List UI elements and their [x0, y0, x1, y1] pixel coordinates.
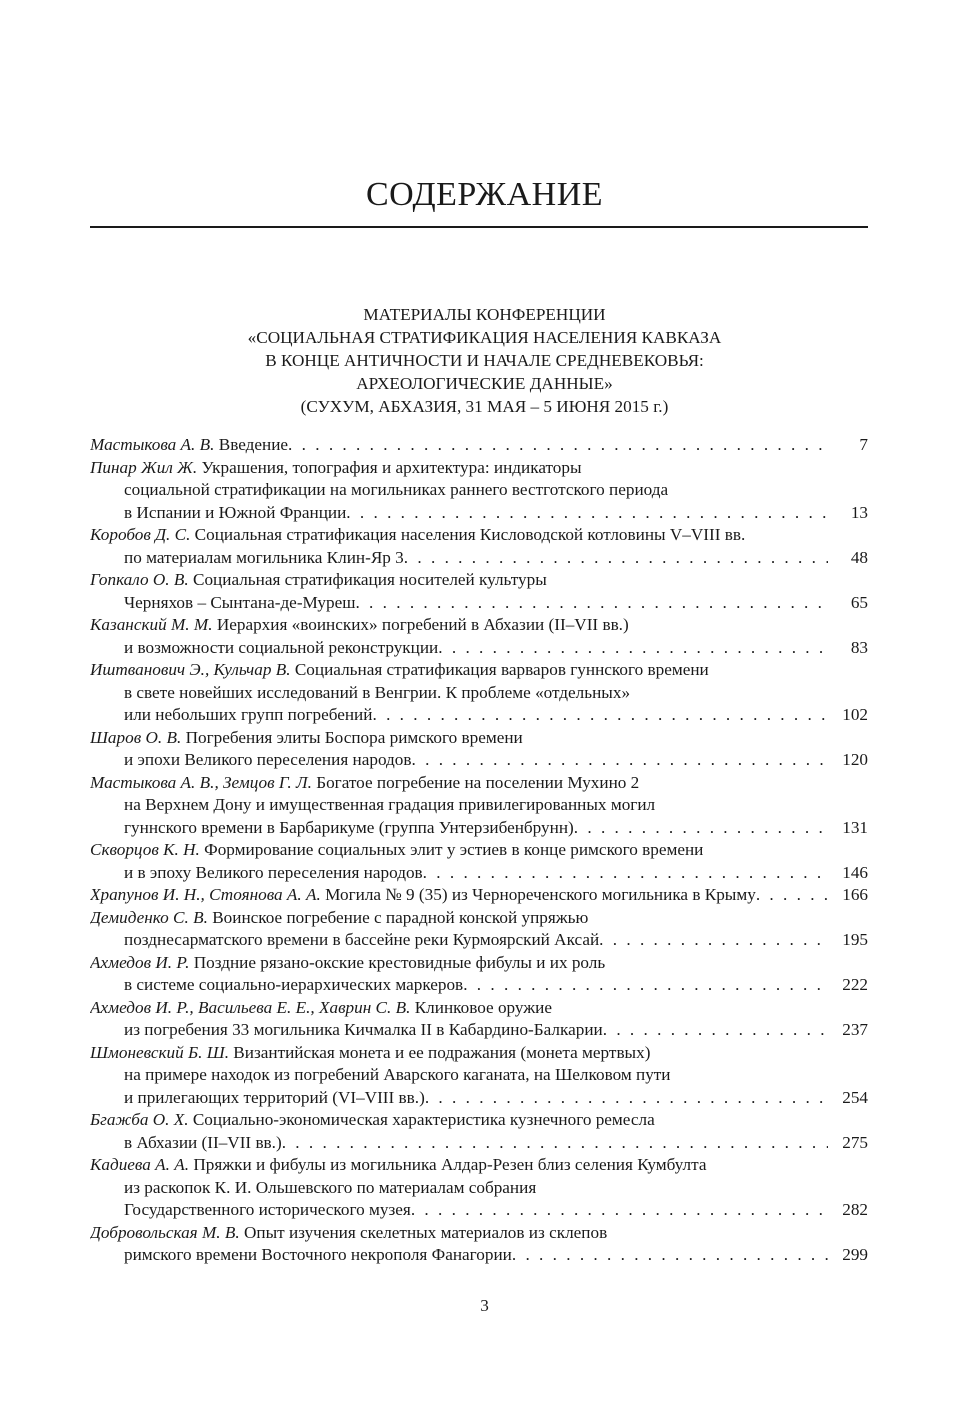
- section-heading: [0, 303, 969, 418]
- toc-line: [90, 547, 868, 570]
- toc-line: [90, 704, 868, 727]
- toc-line-text: [124, 704, 372, 727]
- toc-title-text: позднесарматского времени в бассейне реки Курмоярский Аксай: [124, 930, 600, 949]
- toc-entry: [90, 1154, 868, 1222]
- toc-title-text: Социально-экономическая характеристика кузнечного ремесла: [192, 1110, 655, 1129]
- toc-page-number: 282: [842, 1200, 868, 1219]
- toc-line-text: [124, 1065, 671, 1084]
- toc-leader-dots: [463, 974, 828, 997]
- toc-line: [90, 727, 868, 750]
- toc-line: [90, 907, 868, 930]
- toc-title-text: из погребения 33 могильника Кичмалка II в Кабардино-Балкарии: [124, 1020, 603, 1039]
- toc-page-number: 102: [842, 705, 868, 724]
- toc-line: [90, 974, 868, 997]
- toc-line: [90, 772, 868, 795]
- toc-line: [90, 884, 868, 907]
- toc-page-number: 7: [859, 435, 868, 454]
- toc-author: Иштванович Э., Кульчар В.: [90, 660, 291, 679]
- toc-leader-dots: [282, 1132, 828, 1155]
- toc-line: [90, 929, 868, 952]
- toc-line-text: [124, 1178, 536, 1197]
- toc-line-text: [90, 1043, 650, 1062]
- toc-page-number: 237: [842, 1020, 868, 1039]
- toc-line: [90, 839, 868, 862]
- toc-line-text: [124, 637, 438, 660]
- toc-line-text: [90, 728, 523, 747]
- toc-page-number: 65: [850, 592, 868, 612]
- toc-leader-dots: [423, 862, 828, 885]
- toc-line: [90, 794, 868, 817]
- toc-line-text: [90, 1110, 655, 1129]
- toc-line: [90, 614, 868, 637]
- toc-author: Ахмедов И. Р.: [90, 952, 190, 972]
- toc-author: Добровольская М. В.: [90, 1222, 240, 1242]
- toc-leader-dots: [425, 1087, 828, 1110]
- toc-page-number: 222: [842, 975, 868, 994]
- toc-author: Коробов Д. С.: [90, 525, 191, 544]
- toc-page-number: 166: [842, 885, 868, 904]
- toc-page-number: 83: [850, 637, 868, 657]
- toc-line-text: [90, 884, 756, 907]
- toc-leader-dots: [346, 502, 828, 525]
- toc-line: [90, 1199, 868, 1222]
- toc-title-text: Византийская монета и ее подражания (монета мертвых): [233, 1042, 651, 1062]
- toc-leader-dots: [438, 637, 828, 660]
- toc-title-text: Воинское погребение с парадной конской упряжью: [212, 907, 589, 927]
- toc-author: Шмоневский Б. Ш.: [90, 1042, 229, 1062]
- toc-leader-dots: [372, 704, 828, 727]
- toc-entry: [90, 659, 868, 727]
- toc-line: [90, 817, 868, 840]
- toc-line-text: [124, 592, 355, 615]
- toc-line: [90, 1042, 868, 1065]
- toc-line-text: [124, 1019, 603, 1042]
- toc-author: Мастыкова А. В., Земцов Г. Л.: [90, 772, 312, 792]
- toc-line-text: [124, 862, 423, 885]
- toc-page-number: 195: [842, 930, 868, 949]
- toc-page-number: 299: [842, 1245, 868, 1264]
- toc-author: Скворцов К. Н.: [90, 840, 200, 859]
- toc-author: Мастыкова А. В.: [90, 435, 215, 454]
- toc-author: Бгажба О. Х.: [90, 1110, 189, 1129]
- toc-line-text: [124, 480, 668, 499]
- toc-title-text: Могила № 9 (35) из Чернореченского могильника в Крыму: [325, 885, 756, 904]
- toc-author: Храпунов И. Н., Стоянова А. А.: [90, 885, 321, 904]
- toc-author: Гопкало О. В.: [90, 570, 189, 589]
- toc-line-text: [124, 502, 346, 525]
- toc-leader-dots: [574, 817, 828, 840]
- toc-entry: [90, 1222, 868, 1267]
- toc-title-text: в Испании и Южной Франции: [124, 502, 347, 522]
- toc-title-text: Социальная стратификация варваров гуннского времени: [294, 660, 709, 679]
- toc-title-text: Пряжки и фибулы из могильника Алдар-Резен близ селения Кумбулта: [193, 1155, 707, 1174]
- toc-entry: [90, 434, 868, 457]
- toc-line-text: [90, 570, 547, 589]
- toc-line-text: [124, 749, 412, 772]
- toc-line-text: [90, 1155, 706, 1174]
- toc-line: [90, 952, 868, 975]
- toc-title-text: Социальная стратификация населения Кисловодской котловины V–VIII вв.: [194, 525, 746, 544]
- toc-title-text: Государственного исторического музея: [124, 1200, 411, 1219]
- toc-line: [90, 682, 868, 705]
- toc-page-number: 120: [842, 750, 868, 769]
- section-heading-line: МАТЕРИАЛЫ КОНФЕРЕНЦИИ: [363, 305, 606, 324]
- toc-page-number: 275: [842, 1132, 868, 1152]
- toc-title-text: из раскопок К. И. Ольшевского по материалам собрания: [124, 1177, 537, 1197]
- toc-line: [90, 569, 868, 592]
- toc-line-text: [124, 1132, 282, 1155]
- toc-title-text: и возможности социальной реконструкции: [124, 637, 439, 657]
- toc-line: [90, 524, 868, 547]
- toc-line-text: [90, 953, 605, 972]
- toc-line: [90, 749, 868, 772]
- toc-line-text: [124, 1244, 512, 1267]
- toc-line-text: [124, 547, 404, 570]
- toc-title-text: в Абхазии (II–VII вв.): [124, 1132, 282, 1152]
- toc-line-text: [124, 795, 655, 814]
- toc-title-text: Украшения, топография и архитектура: индикаторы: [201, 457, 582, 477]
- toc-title-text: Формирование социальных элит у эстиев в конце римского времени: [204, 840, 704, 859]
- toc-line-text: [90, 998, 552, 1017]
- toc-author: Казанский М. М.: [90, 615, 213, 634]
- title-rule: [90, 226, 868, 228]
- toc-line: [90, 457, 868, 480]
- toc-entry: [90, 772, 868, 840]
- toc-line: [90, 502, 868, 525]
- toc-line: [90, 1154, 868, 1177]
- toc-line-text: [90, 458, 582, 477]
- toc-leader-dots: [355, 592, 828, 615]
- toc-leader-dots: [404, 547, 828, 570]
- toc-leader-dots: [756, 884, 828, 907]
- toc-line-text: [124, 1087, 425, 1110]
- toc-entry: [90, 457, 868, 525]
- toc-title-text: Клинковое оружие: [414, 997, 552, 1017]
- toc-entry: [90, 524, 868, 569]
- toc-line-text: [90, 660, 709, 679]
- page-title: СОДЕРЖАНИЕ: [365, 176, 604, 213]
- toc-line-text: [124, 1199, 411, 1222]
- toc-title-text: Введение: [218, 435, 289, 454]
- toc-line: [90, 659, 868, 682]
- toc-author: Кадиева А. А.: [90, 1155, 190, 1174]
- toc-leader-dots: [412, 749, 829, 772]
- toc-page-number: 48: [850, 547, 868, 567]
- toc-title-text: социальной стратификации на могильниках раннего вестготского периода: [124, 480, 669, 499]
- section-heading-line: (СУХУМ, АБХАЗИЯ, 31 МАЯ – 5 ИЮНЯ 2015 г.): [300, 397, 669, 416]
- toc-line: [90, 592, 868, 615]
- toc-title-text: и эпохи Великого переселения народов: [124, 750, 412, 769]
- toc-line-text: [90, 840, 703, 859]
- section-heading-line: АРХЕОЛОГИЧЕСКИЕ ДАННЫЕ»: [356, 374, 613, 393]
- toc-title-text: Черняхов – Сынтана-де-Муреш: [124, 592, 356, 612]
- toc-title-text: Социальная стратификация носителей культуры: [192, 570, 547, 589]
- toc-author: Пинар Жил Ж.: [90, 457, 198, 477]
- toc-line-text: [90, 615, 629, 634]
- toc-entry: [90, 727, 868, 772]
- toc-title-text: в системе социально-иерархических маркеров: [124, 975, 464, 994]
- section-heading-line: «СОЦИАЛЬНАЯ СТРАТИФИКАЦИЯ НАСЕЛЕНИЯ КАВКАЗА: [247, 328, 722, 347]
- toc-line-text: [124, 929, 599, 952]
- toc-entry: [90, 884, 868, 907]
- toc-page-number: 146: [842, 862, 868, 882]
- toc-title-text: и в эпоху Великого переселения народов: [124, 862, 423, 882]
- toc-page-number: 13: [850, 502, 868, 522]
- toc-line: [90, 479, 868, 502]
- toc-leader-dots: [512, 1244, 828, 1267]
- toc-leader-dots: [603, 1019, 828, 1042]
- toc-author: Ахмедов И. Р., Васильева Е. Е., Хаврин С. В.: [90, 997, 411, 1017]
- toc-line: [90, 1132, 868, 1155]
- toc-title-text: гуннского времени в Барбарикуме (группа Унтерзибенбрунн): [124, 817, 574, 837]
- toc-line: [90, 997, 868, 1020]
- section-heading-line: В КОНЦЕ АНТИЧНОСТИ И НАЧАЛЕ СРЕДНЕВЕКОВЬЯ:: [265, 351, 704, 370]
- toc-entry: [90, 997, 868, 1042]
- toc-line: [90, 1087, 868, 1110]
- toc-leader-dots: [288, 434, 828, 457]
- toc-title-text: римского времени Восточного некрополя Фанагории: [124, 1245, 512, 1264]
- toc-title-text: Погребения элиты Боспора римского времени: [185, 727, 523, 747]
- toc-leader-dots: [411, 1199, 828, 1222]
- toc-line-text: [124, 974, 463, 997]
- toc-line-text: [90, 1223, 607, 1242]
- page-number: 3: [480, 1296, 489, 1315]
- toc-title-text: Иерархия «воинских» погребений в Абхазии (II–VII вв.): [216, 615, 629, 634]
- toc-entry: [90, 1109, 868, 1154]
- toc-title-text: на Верхнем Дону и имущественная градация привилегированных могил: [124, 795, 656, 814]
- toc-line: [90, 1064, 868, 1087]
- toc-entry: [90, 952, 868, 997]
- toc-entry: [90, 614, 868, 659]
- toc-line-text: [90, 434, 288, 457]
- toc-title-text: Опыт изучения скелетных материалов из склепов: [243, 1222, 608, 1242]
- toc-author: Демиденко С. В.: [90, 907, 208, 927]
- toc-author: Шаров О. В.: [90, 727, 182, 747]
- toc-line: [90, 862, 868, 885]
- toc-title-text: или небольших групп погребений: [124, 705, 373, 724]
- toc-line: [90, 1222, 868, 1245]
- toc-line: [90, 1177, 868, 1200]
- toc-title-text: в свете новейших исследований в Венгрии. К проблеме «отдельных»: [124, 682, 631, 702]
- toc-line-text: [90, 773, 639, 792]
- toc-title-text: по материалам могильника Клин-Яр 3: [124, 547, 404, 567]
- toc-page-number: 131: [842, 817, 868, 837]
- toc-page-number: 254: [842, 1087, 868, 1107]
- toc-line: [90, 1109, 868, 1132]
- toc-title-text: Богатое погребение на поселении Мухино 2: [316, 772, 640, 792]
- toc-entry: [90, 839, 868, 884]
- toc-entry: [90, 1042, 868, 1110]
- toc-leader-dots: [599, 929, 828, 952]
- toc-line: [90, 434, 868, 457]
- table-of-contents: [90, 434, 868, 1267]
- toc-entry: [90, 907, 868, 952]
- toc-line: [90, 637, 868, 660]
- toc-line-text: [90, 908, 588, 927]
- toc-title-text: и прилегающих территорий (VI–VIII вв.): [124, 1087, 425, 1107]
- toc-entry: [90, 569, 868, 614]
- toc-line-text: [124, 817, 574, 840]
- toc-line: [90, 1019, 868, 1042]
- toc-line-text: [90, 525, 745, 544]
- toc-title-text: на примере находок из погребений Аварского каганата, на Шелковом пути: [124, 1065, 671, 1084]
- toc-line: [90, 1244, 868, 1267]
- toc-line-text: [124, 683, 630, 702]
- toc-title-text: Поздние рязано-окские крестовидные фибулы и их роль: [193, 952, 606, 972]
